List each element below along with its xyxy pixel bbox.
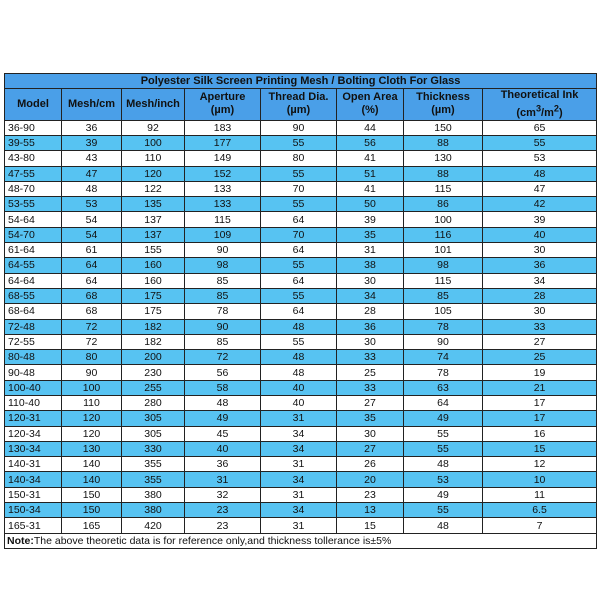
cell-theoretical-ink: 48 (483, 166, 597, 181)
ink-unit-part: (cm (516, 106, 536, 119)
cell-theoretical-ink: 39 (483, 212, 597, 227)
cell-open-area: 41 (337, 151, 404, 166)
cell-model: 47-55 (5, 166, 62, 181)
cell-aperture: 133 (185, 197, 261, 212)
cell-mesh-cm: 54 (62, 212, 122, 227)
cell-mesh-cm: 150 (62, 503, 122, 518)
cell-theoretical-ink: 27 (483, 334, 597, 349)
cell-mesh-cm: 64 (62, 273, 122, 288)
table-row (5, 472, 597, 487)
header-thread-line1: Thread Dia. (268, 91, 329, 104)
cell-thickness: 115 (404, 273, 483, 288)
cell-thread-dia: 34 (261, 472, 337, 487)
cell-aperture: 36 (185, 457, 261, 472)
cell-aperture: 90 (185, 319, 261, 334)
cell-thickness: 101 (404, 243, 483, 258)
table-row (5, 273, 597, 288)
cell-thread-dia: 34 (261, 441, 337, 456)
table-row (5, 181, 597, 196)
cell-aperture: 31 (185, 472, 261, 487)
cell-thickness: 85 (404, 288, 483, 303)
cell-thread-dia: 70 (261, 181, 337, 196)
header-ink-unit (516, 103, 563, 119)
header-aperture-line1: Aperture (199, 91, 246, 104)
cell-model: 72-48 (5, 319, 62, 334)
cell-mesh-cm: 72 (62, 334, 122, 349)
cell-mesh-inch: 182 (122, 334, 185, 349)
cell-thickness: 78 (404, 365, 483, 380)
cell-aperture: 133 (185, 181, 261, 196)
cell-model: 120-31 (5, 411, 62, 426)
cell-open-area: 13 (337, 503, 404, 518)
header-aperture-line2: (µm) (210, 104, 235, 117)
cell-thread-dia: 48 (261, 350, 337, 365)
note-text: The above theoretic data is for reference only,and thickness tollerance is±5% (33, 534, 392, 547)
cell-model: 120-34 (5, 426, 62, 441)
cell-mesh-inch: 120 (122, 166, 185, 181)
cell-thread-dia: 90 (261, 120, 337, 135)
cell-aperture: 90 (185, 243, 261, 258)
cell-model: 61-64 (5, 243, 62, 258)
cell-aperture: 45 (185, 426, 261, 441)
table-row (5, 319, 597, 334)
cell-thread-dia: 31 (261, 518, 337, 533)
cell-thread-dia: 48 (261, 319, 337, 334)
cell-model: 100-40 (5, 380, 62, 395)
cell-model: 150-31 (5, 487, 62, 502)
cell-open-area: 28 (337, 304, 404, 319)
cell-mesh-inch: 230 (122, 365, 185, 380)
cell-open-area: 33 (337, 350, 404, 365)
cell-theoretical-ink: 42 (483, 197, 597, 212)
mesh-spec-table (4, 73, 597, 549)
cell-aperture: 85 (185, 273, 261, 288)
cell-mesh-cm: 150 (62, 487, 122, 502)
cell-aperture: 85 (185, 334, 261, 349)
table-row (5, 426, 597, 441)
cell-thread-dia: 40 (261, 380, 337, 395)
table-row (5, 197, 597, 212)
cell-mesh-inch: 305 (122, 426, 185, 441)
cell-theoretical-ink: 11 (483, 487, 597, 502)
cell-mesh-inch: 92 (122, 120, 185, 135)
cell-model: 150-34 (5, 503, 62, 518)
cell-aperture: 58 (185, 380, 261, 395)
header-thread-line2: (µm) (286, 104, 311, 117)
cell-thickness: 74 (404, 350, 483, 365)
cell-open-area: 30 (337, 426, 404, 441)
cell-mesh-inch: 255 (122, 380, 185, 395)
table-row (5, 258, 597, 273)
cell-mesh-cm: 53 (62, 197, 122, 212)
cell-theoretical-ink: 10 (483, 472, 597, 487)
cell-open-area: 30 (337, 273, 404, 288)
cell-mesh-cm: 68 (62, 304, 122, 319)
cell-thread-dia: 55 (261, 135, 337, 150)
cell-thread-dia: 55 (261, 288, 337, 303)
cell-theoretical-ink: 65 (483, 120, 597, 135)
cell-mesh-inch: 200 (122, 350, 185, 365)
cell-thickness: 49 (404, 411, 483, 426)
cell-thickness: 130 (404, 151, 483, 166)
cell-thickness: 55 (404, 426, 483, 441)
header-thickness (404, 89, 483, 121)
cell-thread-dia: 64 (261, 273, 337, 288)
cell-mesh-inch: 175 (122, 304, 185, 319)
cell-thickness: 78 (404, 319, 483, 334)
cell-mesh-inch: 330 (122, 441, 185, 456)
table-row (5, 212, 597, 227)
cell-thread-dia: 34 (261, 426, 337, 441)
cell-mesh-inch: 155 (122, 243, 185, 258)
cell-aperture: 32 (185, 487, 261, 502)
cell-open-area: 35 (337, 227, 404, 242)
cell-thread-dia: 55 (261, 197, 337, 212)
cell-mesh-cm: 120 (62, 411, 122, 426)
cell-mesh-cm: 39 (62, 135, 122, 150)
cell-thickness: 53 (404, 472, 483, 487)
ink-unit-part: /m (541, 106, 554, 119)
cell-mesh-cm: 43 (62, 151, 122, 166)
header-thickness-line2: (µm) (431, 104, 455, 117)
cell-mesh-cm: 140 (62, 457, 122, 472)
table-row (5, 227, 597, 242)
header-model: Model (5, 89, 62, 121)
cell-mesh-cm: 47 (62, 166, 122, 181)
cell-mesh-cm: 48 (62, 181, 122, 196)
cell-theoretical-ink: 28 (483, 288, 597, 303)
cell-thread-dia: 70 (261, 227, 337, 242)
ink-unit-sup: 3 (535, 103, 542, 113)
cell-model: 140-31 (5, 457, 62, 472)
cell-open-area: 56 (337, 135, 404, 150)
cell-thickness: 115 (404, 181, 483, 196)
table-row (5, 166, 597, 181)
cell-mesh-inch: 355 (122, 457, 185, 472)
cell-thread-dia: 48 (261, 365, 337, 380)
cell-model: 39-55 (5, 135, 62, 150)
header-ink-line1: Theoretical Ink (500, 89, 579, 101)
cell-thread-dia: 31 (261, 411, 337, 426)
cell-model: 130-34 (5, 441, 62, 456)
ink-unit-part: ) (558, 106, 563, 119)
cell-thread-dia: 40 (261, 396, 337, 411)
cell-mesh-inch: 110 (122, 151, 185, 166)
cell-mesh-cm: 36 (62, 120, 122, 135)
cell-open-area: 51 (337, 166, 404, 181)
cell-open-area: 25 (337, 365, 404, 380)
cell-aperture: 152 (185, 166, 261, 181)
cell-thread-dia: 55 (261, 258, 337, 273)
cell-theoretical-ink: 6.5 (483, 503, 597, 518)
cell-mesh-inch: 135 (122, 197, 185, 212)
table-row (5, 365, 597, 380)
cell-open-area: 30 (337, 334, 404, 349)
cell-thread-dia: 64 (261, 212, 337, 227)
cell-mesh-cm: 80 (62, 350, 122, 365)
cell-thickness: 88 (404, 166, 483, 181)
cell-mesh-inch: 280 (122, 396, 185, 411)
cell-aperture: 40 (185, 441, 261, 456)
table-row (5, 350, 597, 365)
cell-theoretical-ink: 12 (483, 457, 597, 472)
cell-thread-dia: 55 (261, 334, 337, 349)
cell-open-area: 41 (337, 181, 404, 196)
cell-theoretical-ink: 15 (483, 441, 597, 456)
cell-theoretical-ink: 40 (483, 227, 597, 242)
table-row (5, 487, 597, 502)
cell-model: 54-64 (5, 212, 62, 227)
note-cell (5, 533, 597, 548)
cell-model: 110-40 (5, 396, 62, 411)
cell-mesh-inch: 122 (122, 181, 185, 196)
table-row (5, 518, 597, 533)
table-row (5, 503, 597, 518)
cell-open-area: 44 (337, 120, 404, 135)
cell-mesh-cm: 54 (62, 227, 122, 242)
header-mesh-inch: Mesh/inch (122, 89, 185, 121)
cell-mesh-inch: 160 (122, 258, 185, 273)
cell-theoretical-ink: 30 (483, 304, 597, 319)
cell-theoretical-ink: 19 (483, 365, 597, 380)
table-row (5, 380, 597, 395)
cell-theoretical-ink: 30 (483, 243, 597, 258)
table-row (5, 243, 597, 258)
cell-open-area: 39 (337, 212, 404, 227)
cell-model: 80-48 (5, 350, 62, 365)
cell-model: 64-55 (5, 258, 62, 273)
cell-aperture: 23 (185, 518, 261, 533)
header-theoretical-ink (483, 89, 597, 121)
table-row (5, 411, 597, 426)
header-row (5, 89, 597, 121)
cell-mesh-inch: 305 (122, 411, 185, 426)
header-aperture (185, 89, 261, 121)
cell-aperture: 149 (185, 151, 261, 166)
cell-model: 165-31 (5, 518, 62, 533)
cell-thickness: 63 (404, 380, 483, 395)
cell-mesh-inch: 355 (122, 472, 185, 487)
cell-aperture: 48 (185, 396, 261, 411)
cell-thickness: 55 (404, 441, 483, 456)
cell-thickness: 48 (404, 518, 483, 533)
cell-model: 140-34 (5, 472, 62, 487)
cell-model: 68-55 (5, 288, 62, 303)
cell-theoretical-ink: 17 (483, 411, 597, 426)
cell-mesh-cm: 64 (62, 258, 122, 273)
cell-aperture: 23 (185, 503, 261, 518)
cell-model: 64-64 (5, 273, 62, 288)
cell-mesh-cm: 120 (62, 426, 122, 441)
cell-open-area: 38 (337, 258, 404, 273)
cell-model: 68-64 (5, 304, 62, 319)
cell-mesh-cm: 130 (62, 441, 122, 456)
cell-open-area: 36 (337, 319, 404, 334)
cell-open-area: 35 (337, 411, 404, 426)
cell-thickness: 49 (404, 487, 483, 502)
cell-aperture: 85 (185, 288, 261, 303)
cell-aperture: 115 (185, 212, 261, 227)
cell-open-area: 27 (337, 441, 404, 456)
cell-thickness: 98 (404, 258, 483, 273)
ink-unit-sup: 2 (553, 103, 559, 113)
cell-open-area: 27 (337, 396, 404, 411)
cell-theoretical-ink: 33 (483, 319, 597, 334)
table-row (5, 457, 597, 472)
cell-mesh-inch: 380 (122, 503, 185, 518)
cell-aperture: 72 (185, 350, 261, 365)
cell-mesh-cm: 72 (62, 319, 122, 334)
cell-thickness: 116 (404, 227, 483, 242)
cell-mesh-inch: 160 (122, 273, 185, 288)
cell-model: 90-48 (5, 365, 62, 380)
cell-aperture: 109 (185, 227, 261, 242)
cell-mesh-cm: 68 (62, 288, 122, 303)
cell-mesh-cm: 140 (62, 472, 122, 487)
cell-thread-dia: 31 (261, 487, 337, 502)
table-row (5, 334, 597, 349)
cell-thread-dia: 31 (261, 457, 337, 472)
table-row (5, 396, 597, 411)
table-row (5, 304, 597, 319)
cell-aperture: 78 (185, 304, 261, 319)
header-open-line1: Open Area (342, 91, 398, 104)
cell-aperture: 56 (185, 365, 261, 380)
cell-model: 36-90 (5, 120, 62, 135)
cell-theoretical-ink: 25 (483, 350, 597, 365)
header-thickness-line1: Thickness (416, 91, 470, 104)
cell-thread-dia: 64 (261, 304, 337, 319)
cell-aperture: 49 (185, 411, 261, 426)
cell-aperture: 98 (185, 258, 261, 273)
cell-theoretical-ink: 17 (483, 396, 597, 411)
cell-thread-dia: 34 (261, 503, 337, 518)
header-thread-dia (261, 89, 337, 121)
cell-mesh-inch: 100 (122, 135, 185, 150)
cell-mesh-inch: 137 (122, 212, 185, 227)
table-body (5, 120, 597, 533)
cell-thickness: 100 (404, 212, 483, 227)
header-open-area (337, 89, 404, 121)
cell-mesh-inch: 175 (122, 288, 185, 303)
cell-theoretical-ink: 47 (483, 181, 597, 196)
spec-table-container (4, 73, 596, 549)
cell-model: 72-55 (5, 334, 62, 349)
cell-thickness: 86 (404, 197, 483, 212)
cell-mesh-inch: 137 (122, 227, 185, 242)
cell-open-area: 26 (337, 457, 404, 472)
cell-theoretical-ink: 7 (483, 518, 597, 533)
cell-theoretical-ink: 16 (483, 426, 597, 441)
cell-open-area: 20 (337, 472, 404, 487)
cell-thickness: 150 (404, 120, 483, 135)
cell-model: 53-55 (5, 197, 62, 212)
cell-theoretical-ink: 55 (483, 135, 597, 150)
cell-mesh-inch: 420 (122, 518, 185, 533)
cell-open-area: 23 (337, 487, 404, 502)
cell-open-area: 50 (337, 197, 404, 212)
cell-open-area: 15 (337, 518, 404, 533)
cell-model: 48-70 (5, 181, 62, 196)
cell-mesh-cm: 100 (62, 380, 122, 395)
cell-model: 43-80 (5, 151, 62, 166)
cell-theoretical-ink: 36 (483, 258, 597, 273)
cell-mesh-cm: 110 (62, 396, 122, 411)
cell-thickness: 55 (404, 503, 483, 518)
cell-open-area: 34 (337, 288, 404, 303)
cell-thread-dia: 80 (261, 151, 337, 166)
note-label: Note: (7, 534, 34, 547)
cell-mesh-cm: 90 (62, 365, 122, 380)
cell-thread-dia: 55 (261, 166, 337, 181)
table-row (5, 288, 597, 303)
cell-model: 54-70 (5, 227, 62, 242)
cell-thickness: 105 (404, 304, 483, 319)
table-title: Polyester Silk Screen Printing Mesh / Bolting Cloth For Glass (5, 74, 597, 89)
cell-aperture: 177 (185, 135, 261, 150)
cell-theoretical-ink: 21 (483, 380, 597, 395)
cell-theoretical-ink: 34 (483, 273, 597, 288)
cell-mesh-cm: 165 (62, 518, 122, 533)
cell-theoretical-ink: 53 (483, 151, 597, 166)
cell-mesh-inch: 182 (122, 319, 185, 334)
cell-open-area: 33 (337, 380, 404, 395)
cell-thickness: 90 (404, 334, 483, 349)
cell-thickness: 64 (404, 396, 483, 411)
table-row (5, 151, 597, 166)
cell-open-area: 31 (337, 243, 404, 258)
table-row (5, 135, 597, 150)
cell-mesh-cm: 61 (62, 243, 122, 258)
cell-aperture: 183 (185, 120, 261, 135)
table-row (5, 441, 597, 456)
cell-thickness: 48 (404, 457, 483, 472)
cell-thickness: 88 (404, 135, 483, 150)
cell-thread-dia: 64 (261, 243, 337, 258)
cell-mesh-inch: 380 (122, 487, 185, 502)
header-mesh-cm: Mesh/cm (62, 89, 122, 121)
table-row (5, 120, 597, 135)
header-open-line2: (%) (361, 104, 379, 117)
